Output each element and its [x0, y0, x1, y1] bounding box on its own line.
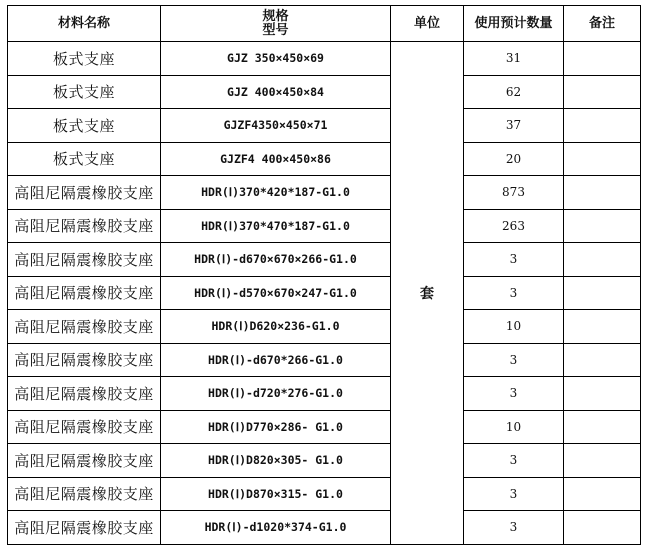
table-row: [8, 209, 641, 243]
table-body: [8, 42, 641, 545]
quantity-cell: 263: [464, 209, 564, 243]
quantity-cell: 3: [464, 343, 564, 377]
note-cell: [564, 511, 641, 545]
table-row: [8, 444, 641, 478]
material-name-cell: 高阻尼隔震橡胶支座: [8, 377, 161, 411]
note-cell: [564, 243, 641, 277]
material-name-cell: 高阻尼隔震橡胶支座: [8, 410, 161, 444]
note-cell: [564, 343, 641, 377]
material-name-cell: 高阻尼隔震橡胶支座: [8, 477, 161, 511]
note-cell: [564, 444, 641, 478]
material-name-cell: 板式支座: [8, 142, 161, 176]
quantity-cell: 3: [464, 243, 564, 277]
table-row: [8, 243, 641, 277]
quantity-cell: 873: [464, 176, 564, 210]
note-cell: [564, 42, 641, 76]
model-cell: HDR(Ⅰ)-d1020*374-G1.0: [161, 511, 391, 545]
table-row: [8, 343, 641, 377]
table-row: [8, 176, 641, 210]
quantity-cell: 10: [464, 410, 564, 444]
quantity-cell: 20: [464, 142, 564, 176]
material-name-cell: 板式支座: [8, 42, 161, 76]
table-header-row: [8, 6, 641, 42]
table-row: [8, 142, 641, 176]
model-cell: HDR(Ⅰ)370*420*187-G1.0: [161, 176, 391, 210]
material-name-cell: 高阻尼隔震橡胶支座: [8, 276, 161, 310]
table-row: [8, 511, 641, 545]
material-name-cell: 高阻尼隔震橡胶支座: [8, 310, 161, 344]
note-cell: [564, 310, 641, 344]
note-cell: [564, 209, 641, 243]
model-cell: HDR(Ⅰ)D770×286- G1.0: [161, 410, 391, 444]
note-cell: [564, 276, 641, 310]
header-material-name: 材料名称: [8, 6, 161, 42]
model-cell: HDR(Ⅰ)370*470*187-G1.0: [161, 209, 391, 243]
quantity-cell: 10: [464, 310, 564, 344]
note-cell: [564, 377, 641, 411]
model-cell: HDR(Ⅰ)-d670×670×266-G1.0: [161, 243, 391, 277]
header-unit: 单位: [391, 6, 464, 42]
note-cell: [564, 410, 641, 444]
header-quantity: 使用预计数量: [464, 6, 564, 42]
quantity-cell: 62: [464, 75, 564, 109]
note-cell: [564, 75, 641, 109]
material-name-cell: 高阻尼隔震橡胶支座: [8, 176, 161, 210]
table-row: [8, 276, 641, 310]
header-spec-model: [161, 6, 391, 42]
model-cell: HDR(Ⅰ)-d570×670×247-G1.0: [161, 276, 391, 310]
material-name-cell: 高阻尼隔震橡胶支座: [8, 209, 161, 243]
materials-table: [7, 5, 641, 545]
material-name-cell: 高阻尼隔震橡胶支座: [8, 243, 161, 277]
model-cell: GJZ 350×450×69: [161, 42, 391, 76]
table-row: [8, 42, 641, 76]
note-cell: [564, 176, 641, 210]
quantity-cell: 3: [464, 477, 564, 511]
header-note: 备注: [564, 6, 641, 42]
note-cell: [564, 142, 641, 176]
table-row: [8, 310, 641, 344]
material-name-cell: 高阻尼隔震橡胶支座: [8, 511, 161, 545]
quantity-cell: 3: [464, 377, 564, 411]
table-row: [8, 109, 641, 143]
table-row: [8, 75, 641, 109]
note-cell: [564, 109, 641, 143]
quantity-cell: 37: [464, 109, 564, 143]
quantity-cell: 3: [464, 276, 564, 310]
table-row: [8, 377, 641, 411]
material-name-cell: 高阻尼隔震橡胶支座: [8, 343, 161, 377]
material-name-cell: 高阻尼隔震橡胶支座: [8, 444, 161, 478]
model-cell: GJZ 400×450×84: [161, 75, 391, 109]
quantity-cell: 3: [464, 444, 564, 478]
quantity-cell: 3: [464, 511, 564, 545]
model-cell: HDR(Ⅰ)-d720*276-G1.0: [161, 377, 391, 411]
quantity-cell: 31: [464, 42, 564, 76]
model-cell: HDR(Ⅰ)D620×236-G1.0: [161, 310, 391, 344]
model-cell: HDR(Ⅰ)-d670*266-G1.0: [161, 343, 391, 377]
header-model-label: 型号: [262, 22, 289, 38]
material-name-cell: 板式支座: [8, 75, 161, 109]
unit-cell: 套: [391, 42, 464, 545]
header-spec-label: 规格: [262, 8, 289, 24]
model-cell: HDR(Ⅰ)D820×305- G1.0: [161, 444, 391, 478]
model-cell: GJZF4 400×450×86: [161, 142, 391, 176]
model-cell: GJZF4350×450×71: [161, 109, 391, 143]
model-cell: HDR(Ⅰ)D870×315- G1.0: [161, 477, 391, 511]
table-row: [8, 410, 641, 444]
table-row: [8, 477, 641, 511]
note-cell: [564, 477, 641, 511]
material-name-cell: 板式支座: [8, 109, 161, 143]
